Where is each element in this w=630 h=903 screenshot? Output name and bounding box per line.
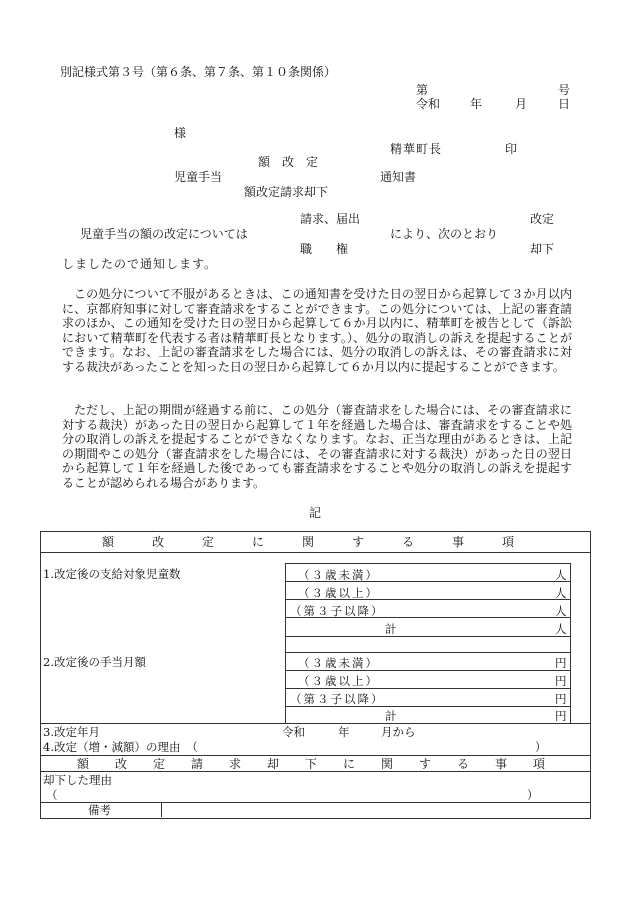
- amount-row-under3-unit: 円: [555, 656, 567, 670]
- title-option-top: 額 改 定: [258, 155, 319, 169]
- result-option-bottom: 却下: [530, 242, 555, 256]
- row3-label: 3.改定年月: [43, 725, 100, 739]
- notice-ki: 記: [309, 506, 322, 520]
- section1-header: 額 改 定 に 関 す る 事 項: [101, 535, 527, 549]
- children-row-over3-unit: 人: [555, 586, 567, 600]
- children-total-unit: 人: [555, 622, 567, 636]
- amount-row-over3-unit: 円: [555, 674, 567, 688]
- rejection-close: ）: [527, 788, 539, 802]
- amount-total-unit: 円: [555, 709, 567, 723]
- section1-divider: [40, 552, 590, 553]
- row2-label: 2.改定後の手当月額: [43, 655, 146, 669]
- seal-mark: 印: [505, 142, 518, 156]
- notice-paragraph-2: ただし、上記の期間が経過する前に、この処分（審査請求をした場合には、その審査請求に対する裁決）があった日の翌日から起算して１年を経過した場合は、審査請求をすることや処分の取消しの訴えを提起することができなくなります。なお、正当な理由があるときは、上記の期間やこの処分（審査請求をした場合には、その審査請求に対する裁決）があった日の翌日から起算して１年を経過した後であっても審査請求をすることや処分の取消しの訴えを提起することが認められる場合があります。: [62, 403, 572, 490]
- amount-row-over3-label: （３歳以上）: [298, 674, 379, 688]
- title-left: 児童手当: [174, 170, 223, 184]
- number-prefix: 第: [416, 83, 429, 97]
- children-row-third-unit: 人: [555, 604, 567, 618]
- rejection-label: 却下した理由: [43, 773, 112, 787]
- addressee-honorific: 様: [174, 126, 187, 140]
- section2-header: 額 改 定 請 求 却 下 に 関 す る 事 項: [76, 757, 552, 771]
- children-total-label: 計: [385, 622, 397, 636]
- date-era: 令和: [416, 97, 441, 111]
- rejection-open: （: [46, 788, 58, 802]
- amount-row-third-unit: 円: [555, 692, 567, 706]
- form-label: 別記様式第３号（第６条、第７条、第１０条関係）: [60, 65, 337, 79]
- row3-month: 月から: [381, 725, 416, 739]
- date-month: 月: [515, 97, 528, 111]
- issuer-name: 精華町長: [390, 142, 443, 156]
- number-suffix: 号: [558, 83, 571, 97]
- children-row-over3-label: （３歳以上）: [298, 586, 379, 600]
- row3-year: 年: [338, 725, 350, 739]
- children-row-under3-label: （３歳未満）: [298, 568, 379, 582]
- inner-box-right: [570, 563, 571, 723]
- reason-option-top: 請求、届出: [300, 212, 361, 226]
- reason-option-bottom: 職 権: [300, 242, 349, 256]
- title-right: 通知書: [380, 170, 417, 184]
- date-day: 日: [558, 97, 571, 111]
- row4-label: 4.改定（増・減額）の理由 （: [43, 740, 198, 754]
- body-line-end: しましたので通知します。: [62, 257, 218, 271]
- row4-close: ）: [535, 740, 547, 754]
- amount-total-label: 計: [385, 709, 397, 723]
- result-option-top: 改定: [530, 212, 555, 226]
- body-line-middle: により、次のとおり: [390, 227, 499, 241]
- amount-row-under3-label: （３歳未満）: [298, 656, 379, 670]
- children-row-under3-unit: 人: [555, 568, 567, 582]
- date-year: 年: [470, 97, 483, 111]
- amount-row-third-label: （第３子以降）: [290, 692, 385, 706]
- title-option-bottom: 額改定請求却下: [244, 185, 329, 199]
- row3-era: 令和: [282, 725, 305, 739]
- inner-box-left: [285, 563, 286, 723]
- row1-label: 1.改定後の支給対象児童数: [43, 567, 181, 581]
- remarks-label: 備考: [88, 803, 111, 817]
- body-line-prefix: 児童手当の額の改定については: [80, 227, 248, 241]
- notice-paragraph-1: この処分について不服があるときは、この通知書を受けた日の翌日から起算して３か月以内に、京都府知事に対して審査請求をすることができます。この処分については、上記の審査請求のほか、この通知を受けた日の翌日から起算して６か月以内に、精華町を被告として（訴訟において精華町を代表する者は精華町長となります。）、処分の取消しの訴えを提起することができます。なお、上記の審査請求をした場合には、処分の取消しの訴えは、その審査請求に対する裁決があったことを知った日の翌日から起算して６か月以内に提起することができます。: [62, 287, 572, 374]
- children-row-third-label: （第３子以降）: [290, 604, 385, 618]
